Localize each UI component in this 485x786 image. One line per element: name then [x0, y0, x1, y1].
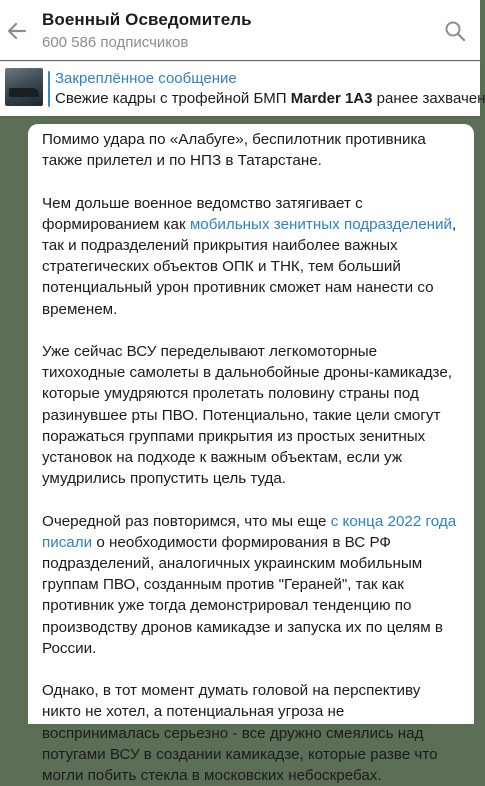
- message-paragraph-2: [42, 193, 460, 320]
- p4-text-start: Очередной раз повторимся, что мы еще: [42, 512, 331, 530]
- pinned-preview-end: ранее захвачен: [372, 90, 485, 107]
- p2-text-end: , так и подразделений прикрытия наиболее важных стратегических объектов ОПК и ТНК, тем больший потенциальный урон противник сможет нам нанести со временем.: [42, 215, 457, 318]
- message-paragraph-1: Помимо удара по «Алабуге», беспилотник противника также прилетел и по НПЗ в Татарстане.: [42, 131, 426, 170]
- link-mobile-air-defense[interactable]: мобильных зенитных подразделений: [189, 215, 452, 233]
- search-icon: [444, 20, 466, 42]
- chat-header: [0, 0, 480, 60]
- pinned-title: Закреплённое сообщение: [55, 70, 237, 87]
- channel-title[interactable]: Военный Осведомитель: [42, 10, 252, 29]
- search-button[interactable]: [442, 18, 468, 44]
- arrow-left-icon: [6, 20, 28, 42]
- pinned-indicator: [48, 71, 50, 107]
- message-bubble: [28, 124, 474, 785]
- pinned-preview-bold: Marder 1A3: [290, 90, 373, 107]
- pinned-preview: [55, 90, 485, 107]
- p4-text-end: о необходимости формирования в ВС РФ подразделений, аналогичных украинским мобильным группам ПВО, созданным против "Гераней", так как противник уже тогда демонстрировал тенденцию по производству дронов камикадзе и запуска их по целям в России.: [42, 533, 443, 657]
- subscriber-count: 600 586 подписчиков: [42, 34, 189, 51]
- pinned-preview-start: Свежие кадры с трофейной БМП: [55, 90, 291, 107]
- link-since-2022[interactable]: с конца 2022 года писали: [42, 512, 457, 551]
- back-button[interactable]: [2, 16, 32, 46]
- scrollbar[interactable]: [475, 128, 480, 715]
- pinned-message-bar[interactable]: [0, 61, 485, 116]
- pinned-thumbnail: [5, 68, 43, 106]
- message-paragraph-3: Уже сейчас ВСУ переделывают легкомоторные тихоходные самолеты в дальнобойные дроны-камикадзе, которые умудряются пролетать половину страны под разинувшее рты ПВО. Потенциально, такие цели смогут поражаться группами прикрытия из простых зенитных установок на подходе к важным объектам, если уж умудрились пропустить цель туда.: [42, 343, 453, 488]
- message-paragraph-4: [42, 511, 460, 659]
- message-paragraph-5: Однако, в тот момент думать головой на перспективу никто не хотел, а потенциальная угроза не воспринималась серьезно - все дружно смеялись над потугами ВСУ в создании камикадзе, которые разве что могли побить стекла в московских небоскребах.: [42, 682, 438, 785]
- p2-text-start: Чем дольше военное ведомство затягивает с формированием как: [42, 194, 363, 233]
